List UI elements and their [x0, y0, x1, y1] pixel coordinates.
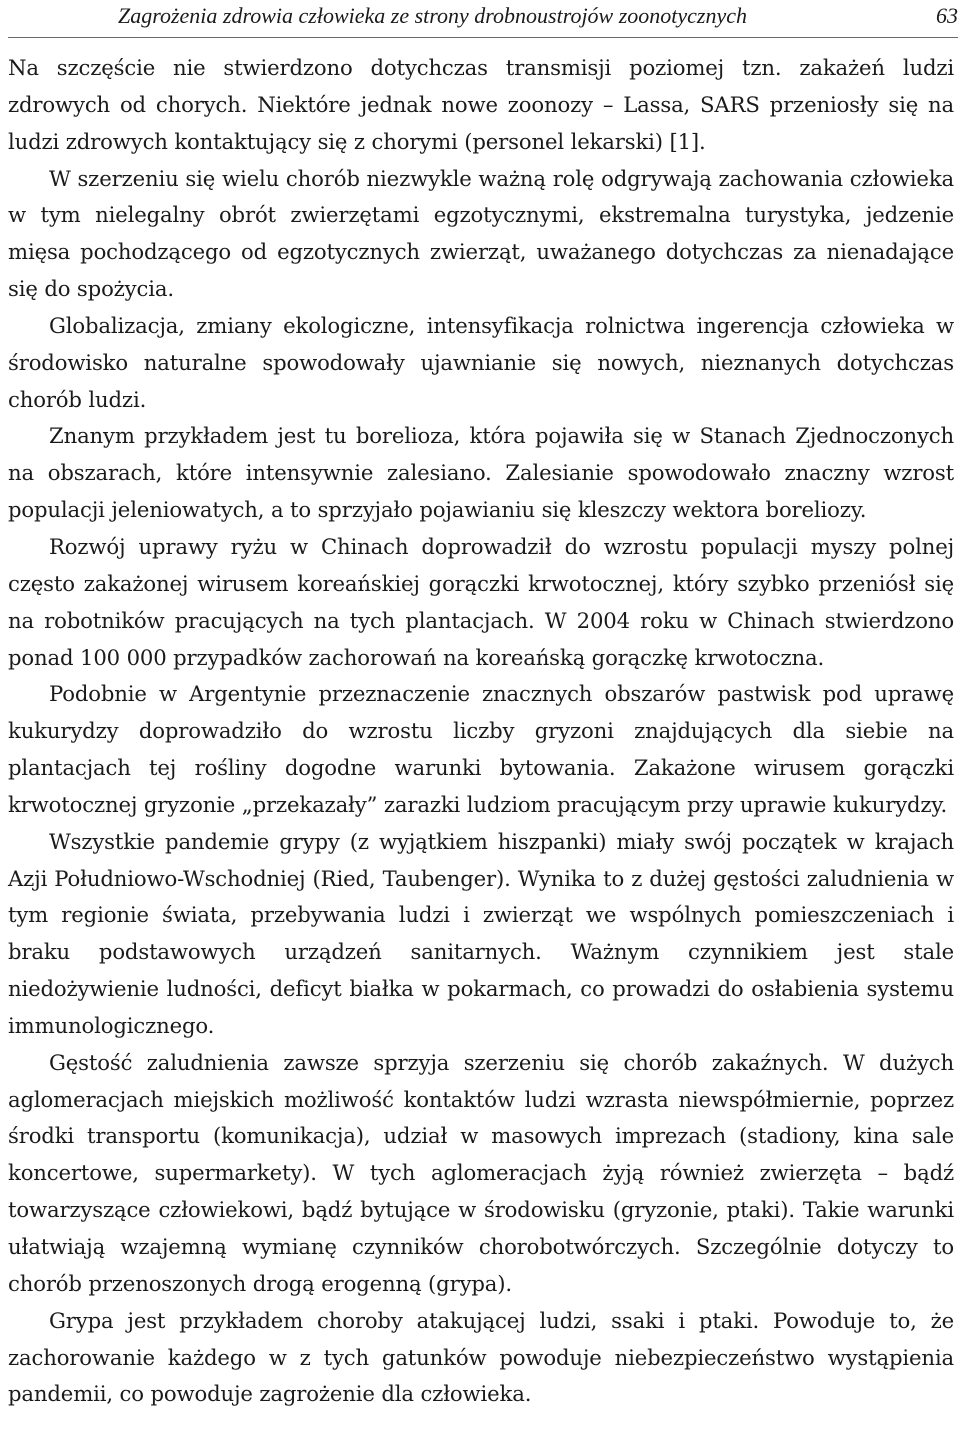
running-title: Zagrożenia zdrowia człowieka ze strony drobnoustrojów zoonotycznych [118, 3, 748, 28]
paragraph-8: Gęstość zaludnienia zawsze sprzyja szerzeniu się chorób zakaźnych. W dużych aglomeracjach miejskich możliwość kontaktów ludzi wzrasta niewspółmiernie, poprzez środki transportu (komunikacja), udział w masowych imprezach (stadiony, kina sale koncertowe, supermarkety). W tych aglomeracjach żyją również zwierzęta – bądź towarzyszące człowiekowi, bądź bytujące w środowisku (gryzonie, ptaki). Takie warunki ułatwiają wzajemną wymianę czynników chorobotwórczych. Szczególnie dotyczy to chorób przenoszonych drogą erogenną (grypa). [8, 1049, 954, 1296]
page-number: 63 [936, 3, 958, 28]
header-rule [8, 37, 958, 38]
paragraph-9: Grypa jest przykładem choroby atakującej ludzi, ssaki i ptaki. Powoduje to, że zachorowanie każdego w z tych gatunków powoduje niebezpieczeństwo wystąpienia pandemii, co powoduje zagrożenie dla człowieka. [8, 1307, 954, 1407]
page-header [0, 0, 960, 38]
paragraph-1: Na szczęście nie stwierdzono dotychczas transmisji poziomej tzn. zakażeń ludzi zdrowych od chorych. Niektóre jednak nowe zoonozy – Lassa, SARS przeniosły się na ludzi zdrowych kontaktujący się z chorymi (personel lekarski) [1]. [8, 55, 954, 154]
paragraph-3: Globalizacja, zmiany ekologiczne, intensyfikacja rolnictwa ingerencja człowieka w środowisko naturalne spowodowały ujawnianie się nowych, nieznanych dotychczas chorób ludzi. [8, 312, 954, 412]
body-text [8, 50, 954, 1413]
paragraph-7: Wszystkie pandemie grypy (z wyjątkiem hiszpanki) miały swój początek w krajach Azji Południowo-Wschodniej (Ried, Taubenger). Wynika to z dużej gęstości zaludnienia w tym regionie świata, przebywania ludzi i zwierząt we wspólnych pomieszczeniach i braku podstawowych urządzeń sanitarnych. Ważnym czynnikiem jest stale niedożywienie ludności, deficyt białka w pokarmach, co prowadzi do osłabienia systemu immunologicznego. [8, 828, 954, 1038]
paragraph-4: Znanym przykładem jest tu borelioza, która pojawiła się w Stanach Zjednoczonych na obszarach, które intensywnie zalesiano. Zalesianie spowodowało znaczny wzrost populacji jeleniowatych, a to sprzyjało pojawianiu się kleszczy wektora boreliozy. [8, 423, 954, 523]
paragraph-5: Rozwój uprawy ryżu w Chinach doprowadził do wzrostu populacji myszy polnej często zakażonej wirusem koreańskiej gorączki krwotocznej, który szybko przeniósł się na robotników pracujących na tych plantacjach. W 2004 roku w Chinach stwierdzono ponad 100 000 przypadków zachorowań na koreańską gorączkę krwotoczna. [8, 533, 954, 670]
paragraph-2: W szerzeniu się wielu chorób niezwykle ważną rolę odgrywają zachowania człowieka w tym nielegalny obrót zwierzętami egzotycznymi, ekstremalna turystyka, jedzenie mięsa pochodzącego od egzotycznych zwierząt, uważanego dotychczas za nienadające się do spożycia. [8, 165, 954, 302]
paragraph-6: Podobnie w Argentynie przeznaczenie znacznych obszarów pastwisk pod uprawę kukurydzy doprowadziło do wzrostu liczby gryzoni znajdujących dla siebie na plantacjach tej rośliny dogodne warunki bytowania. Zakażone wirusem gorączki krwotocznej gryzonie „przekazały” zarazki ludziom pracującym przy uprawie kukurydzy. [8, 681, 954, 817]
